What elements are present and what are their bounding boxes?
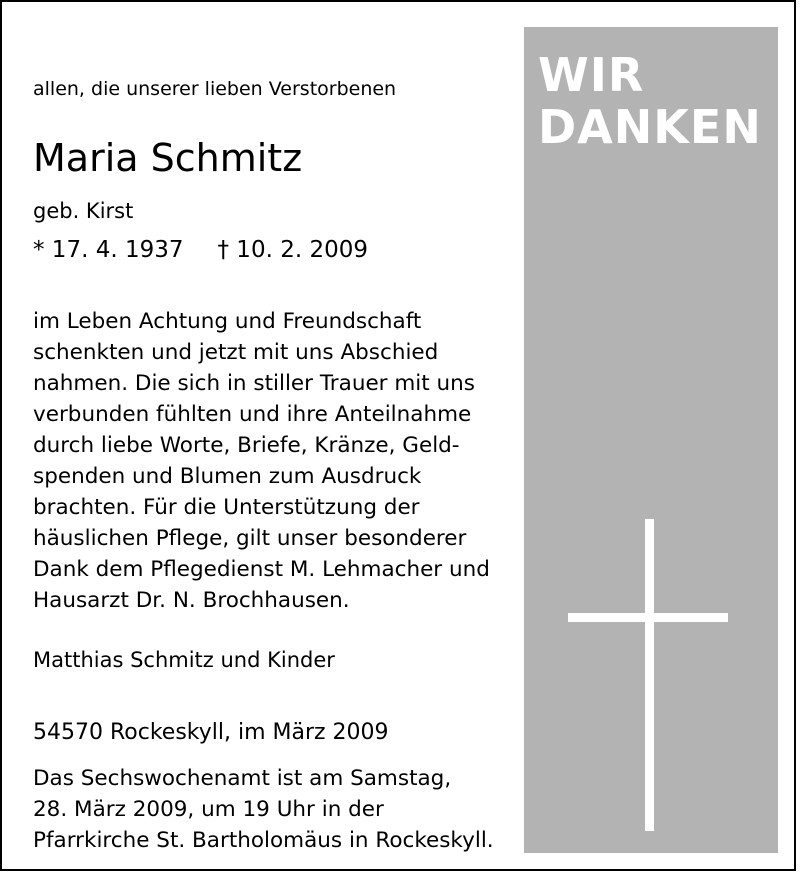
paragraph-line: Dank dem Pflegedienst M. Lehmacher und bbox=[33, 557, 490, 582]
death-date: † 10. 2. 2009 bbox=[217, 237, 368, 263]
intro-text: allen, die unserer lieben Verstorbenen bbox=[33, 78, 397, 100]
paragraph-line: Hausarzt Dr. N. Brochhausen. bbox=[33, 588, 350, 613]
place-date: 54570 Rockeskyll, im März 2009 bbox=[33, 720, 389, 745]
paragraph-line: spenden und Blumen zum Ausdruck bbox=[33, 464, 422, 489]
birth-name: geb. Kirst bbox=[33, 199, 134, 223]
heading-line-1: WIR bbox=[538, 48, 645, 102]
paragraph-line: brachten. Für die Unterstützung der bbox=[33, 495, 420, 520]
mass-announcement bbox=[33, 763, 513, 856]
paragraph-line: durch liebe Worte, Briefe, Kränze, Geld- bbox=[33, 433, 460, 458]
announcement-line: Das Sechswochenamt ist am Samstag, bbox=[33, 766, 452, 791]
life-dates bbox=[33, 236, 368, 264]
paragraph-line: nahmen. Die sich in stiller Trauer mit uns bbox=[33, 371, 475, 396]
paragraph-line: verbunden fühlten und ihre Anteilnahme bbox=[33, 402, 472, 427]
birth-date: * 17. 4. 1937 bbox=[33, 237, 184, 263]
panel-heading bbox=[538, 49, 762, 153]
thanks-paragraph bbox=[33, 306, 513, 616]
paragraph-line: häuslichen Pflege, gilt unser besonderer bbox=[33, 526, 467, 551]
paragraph-line: im Leben Achtung und Freundschaft bbox=[33, 309, 422, 334]
cross-horizontal-bar bbox=[568, 613, 728, 622]
announcement-line: 28. März 2009, um 19 Uhr in der bbox=[33, 797, 384, 822]
thanks-panel bbox=[524, 27, 778, 853]
cross-vertical-bar bbox=[645, 519, 654, 831]
announcement-line: Pfarrkirche St. Bartholomäus in Rockeskyll. bbox=[33, 828, 494, 853]
heading-line-2: DANKEN bbox=[538, 100, 762, 154]
paragraph-line: schenkten und jetzt mit uns Abschied bbox=[33, 340, 439, 365]
deceased-name: Maria Schmitz bbox=[33, 136, 303, 180]
signature: Matthias Schmitz und Kinder bbox=[33, 648, 335, 672]
